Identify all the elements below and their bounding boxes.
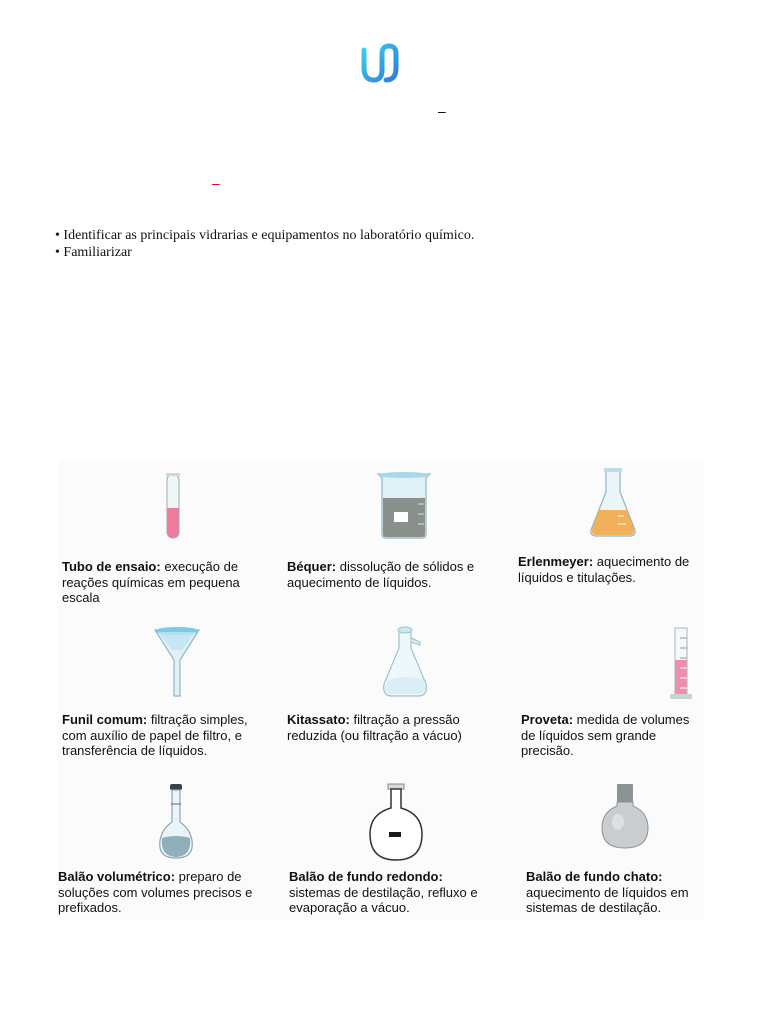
caption-flat-bottom-flask: Balão de fundo chato: aquecimento de líquidos em sistemas de destilação. <box>526 869 689 915</box>
objectives-list <box>55 227 474 261</box>
caption-kitasato: Kitassato: filtração a pressão reduzida (ou filtração a vácuo) <box>287 712 462 743</box>
glassware-figure <box>58 460 704 920</box>
caption-funnel: Funil comum: filtração simples, com auxílio de papel de filtro, e transferência de líquidos. <box>62 712 248 758</box>
glassware-kitasato <box>284 620 494 770</box>
glassware-graduated-cylinder <box>514 620 704 770</box>
caption-volumetric-flask: Balão volumétrico: preparo de soluções com volumes precisos e prefixados. <box>58 869 253 915</box>
test-tube-icon <box>158 470 188 550</box>
graduated-cylinder-icon <box>666 624 696 704</box>
erlenmeyer-flask-icon <box>588 466 638 538</box>
glassware-volumetric-flask <box>58 780 273 920</box>
caption-beaker: Béquer: dissolução de sólidos e aquecimento de líquidos. <box>287 559 475 590</box>
volumetric-flask-icon <box>154 782 198 862</box>
glassware-flat-bottom-flask <box>514 780 704 920</box>
red-dash-mark: – <box>212 175 220 191</box>
objective-item: • Identificar as principais vidrarias e equipamentos no laboratório químico. <box>55 228 475 243</box>
dash-mark: – <box>438 103 446 119</box>
funnel-icon <box>152 624 202 698</box>
glassware-test-tube <box>58 460 273 610</box>
caption-test-tube: Tubo de ensaio: execução de reações químicas em pequena escala <box>62 559 240 605</box>
objective-item: • Familiarizar <box>55 245 132 260</box>
flat-bottom-flask-icon <box>600 782 650 852</box>
glassware-beaker <box>284 460 494 610</box>
beaker-icon <box>374 468 434 540</box>
kitasato-flask-icon <box>382 624 432 700</box>
glassware-erlenmeyer <box>514 460 704 610</box>
glassware-funnel <box>58 620 273 770</box>
caption-erlenmeyer: Erlenmeyer: aquecimento de líquidos e titulações. <box>518 554 690 585</box>
glassware-round-bottom-flask <box>284 780 494 920</box>
app-logo-icon <box>356 40 404 86</box>
caption-round-bottom-flask: Balão de fundo redondo: sistemas de destilação, refluxo e evaporação a vácuo. <box>289 869 478 915</box>
round-bottom-flask-icon <box>366 782 426 864</box>
caption-graduated-cylinder: Proveta: medida de volumes de líquidos sem grande precisão. <box>521 712 690 758</box>
